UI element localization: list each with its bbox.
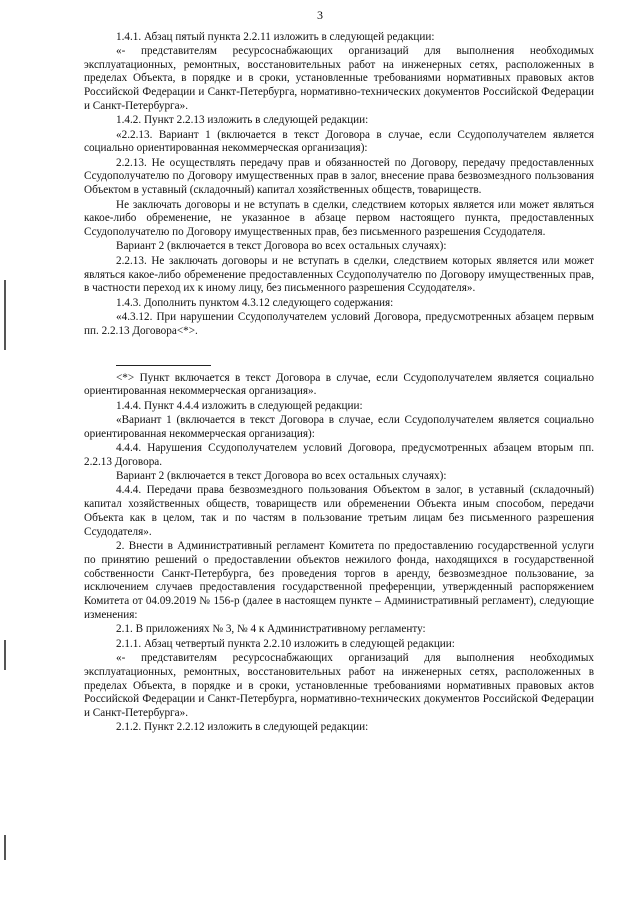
paragraph: 2. Внести в Административный регламент Комитета по предоставлению государственной услуги по принятию решений о предоставлении объектов нежилого фонда, находящихся в государственной собственности Санкт-Петербурга, без проведения торгов в аренду, безвозмездное пользование, за исключением случаев предоставления государственной преференции, утвержденный распоряжением Комитета от 04.09.2019 № 156-р (далее в настоящем пункте – Административный регламент), следующие изменения: [84, 540, 594, 622]
paragraph: 2.1.2. Пункт 2.2.12 изложить в следующей редакции: [116, 721, 369, 734]
paragraph: 1.4.3. Дополнить пунктом 4.3.12 следующего содержания: [116, 296, 394, 309]
document-body [84, 30, 594, 735]
binding-marks [4, 0, 10, 905]
footnote-separator [116, 365, 211, 366]
paragraph: Не заключать договоры и не вступать в сделки, следствием которых является или может являться какое-либо обременение, не указанное в абзаце первом настоящего пункта, предоставленных Ссудополучателю по Договору имущественных прав, без письменного разрешения Ссудодателя. [84, 198, 594, 239]
paragraph: «Вариант 1 (включается в текст Договора в случае, если Ссудополучателем является социально ориентированная некоммерческая организация): [84, 413, 594, 440]
paragraph: 4.4.4. Нарушения Ссудополучателем условий Договора, предусмотренных абзацем вторым пп. 2.2.13 Договора. [84, 442, 594, 468]
paragraph: 1.4.2. Пункт 2.2.13 изложить в следующей редакции: [116, 114, 369, 127]
paragraph: Вариант 2 (включается в текст Договора во всех остальных случаях): [116, 470, 447, 483]
paragraph: 4.4.4. Передачи права безвозмездного пользования Объектом в залог, в уставный (складочный) капитал хозяйственных обществ, товариществ или обременении Объекта иным способом, передачи Объекта как в целом, так и по частям в пользование третьим лицам без письменного разрешения Ссудодателя». [84, 484, 594, 538]
binding-mark [4, 835, 6, 860]
paragraph: 1.4.4. Пункт 4.4.4 изложить в следующей редакции: [116, 399, 363, 412]
paragraph: 2.1. В приложениях № 3, № 4 к Административному регламенту: [116, 623, 426, 636]
paragraph: «4.3.12. При нарушении Ссудополучателем условий Договора, предусмотренных абзацем первым пп. 2.2.13 Договора<*>. [84, 310, 594, 337]
paragraph: 2.2.13. Не заключать договоры и не вступать в сделки, следствием которых является или может являться какое-либо обременение предоставленных Ссудополучателю по Договору имущественных прав, в частности переход их к иному лицу, без письменного разрешения Ссудодателя». [84, 254, 594, 295]
paragraph: 2.2.13. Не осуществлять передачу прав и обязанностей по Договору, передачу предоставленных Ссудополучателю по Договору имущественных прав в залог, внесение права безвозмездного пользования Объектом в уставный (складочный) капитал хозяйственных обществ, товариществ. [84, 156, 594, 197]
binding-mark [4, 640, 6, 670]
footnote: <*> Пункт включается в текст Договора в случае, если Ссудополучателем является социально ориентированная некоммерческая организация». [84, 371, 594, 398]
paragraph: 1.4.1. Абзац пятый пункта 2.2.11 изложить в следующей редакции: [116, 30, 435, 43]
paragraph: «2.2.13. Вариант 1 (включается в текст Договора в случае, если Ссудополучателем является социально ориентированная некоммерческая организация): [84, 128, 594, 155]
paragraph: «- представителям ресурсоснабжающих организаций для выполнения необходимых эксплуатационных, ремонтных, восстановительных работ на инженерных сетях, расположенных в пределах Объекта, в порядке и в сроки, установленные требованиями нормативных правовых актов Российской Федерации и Санкт-Петербурга, нормативно-технических документов Российской Федерации и Санкт-Петербурга». [84, 44, 594, 112]
paragraph: 2.1.1. Абзац четвертый пункта 2.2.10 изложить в следующей редакции: [116, 637, 455, 650]
paragraph: «- представителям ресурсоснабжающих организаций для выполнения необходимых эксплуатационных, ремонтных, восстановительных работ на инженерных сетях, расположенных в пределах Объекта, в порядке и в сроки, установленные требованиями нормативных правовых актов Российской Федерации и Санкт-Петербурга, нормативно-технических документов Российской Федерации и Санкт-Петербурга». [84, 651, 594, 720]
paragraph: Вариант 2 (включается в текст Договора во всех остальных случаях): [116, 240, 447, 253]
page-number: 3 [317, 8, 323, 22]
binding-mark [4, 280, 6, 350]
